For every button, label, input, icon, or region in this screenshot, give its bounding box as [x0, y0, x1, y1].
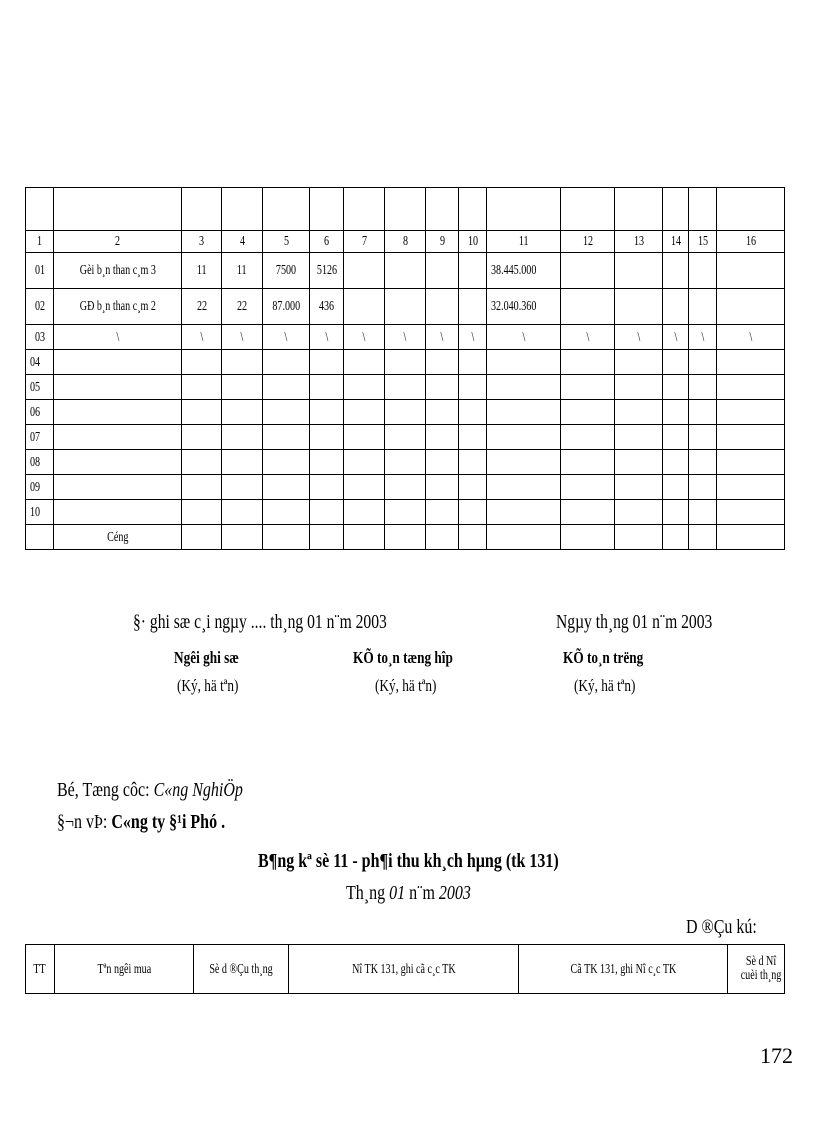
- row-stt: 08: [30, 454, 41, 470]
- row-stt: 01: [34, 263, 45, 278]
- slash-mark: \: [471, 329, 474, 345]
- row-stt: 06: [30, 404, 41, 420]
- row-stt: 05: [30, 379, 41, 395]
- col-num: 15: [689, 231, 717, 253]
- slash-mark: \: [440, 329, 444, 345]
- col-num: 14: [663, 231, 689, 253]
- row-stt: 04: [30, 354, 41, 370]
- report-title: B¶ng kª sè 11 - ph¶i thu kh¸ch hµng (tk 131): [258, 850, 559, 872]
- receivables-table: [25, 944, 785, 994]
- header-buyer-name: Tªn ngêi mua: [97, 961, 151, 977]
- row-c4: 22: [236, 299, 248, 314]
- col-num: 4: [222, 231, 263, 253]
- slash-mark: \: [674, 329, 677, 345]
- table-row: [26, 325, 785, 350]
- ledger-table: [25, 187, 785, 550]
- ministry-line: Bé, Tæng côc: C«ng NghiÖp: [57, 779, 243, 801]
- row-c5: 7500: [275, 263, 297, 278]
- slash-mark: \: [240, 329, 244, 345]
- total-row: [26, 525, 785, 550]
- row-name: GÐ b¸n than c¸m 2: [79, 299, 156, 314]
- col-num: 2: [54, 231, 182, 253]
- slash-mark: \: [749, 329, 752, 345]
- table-row: [26, 375, 785, 400]
- col-num: 10: [459, 231, 487, 253]
- header-tt: TT: [33, 961, 47, 977]
- slash-mark: \: [116, 329, 119, 345]
- table-row: [26, 400, 785, 425]
- col-num: 13: [615, 231, 663, 253]
- row-stt: 03: [34, 329, 45, 345]
- slash-mark: \: [362, 329, 366, 345]
- row-c6: 5126: [316, 263, 337, 278]
- row-c3: 22: [196, 299, 207, 314]
- col-num: 8: [385, 231, 426, 253]
- header-debit: Nî TK 131, ghi cã c¸c TK: [351, 961, 456, 977]
- slash-mark: \: [701, 329, 704, 345]
- table-header-row: [26, 945, 785, 994]
- row-c11: 38.445.000: [491, 263, 537, 278]
- signer-note: (Ký, hä tªn): [574, 676, 636, 695]
- col-num: 11: [487, 231, 561, 253]
- header-closing-balance: Sè d Nî cuèi th¸ng: [740, 954, 782, 983]
- table-row: [26, 475, 785, 500]
- right-date-line: Ngµy th¸ng 01 n¨m 2003: [556, 611, 713, 633]
- slash-mark: \: [200, 329, 203, 345]
- col-num: 7: [344, 231, 385, 253]
- row-c11: 32.040.360: [491, 299, 537, 314]
- opening-balance-label: D ®Çu kú:: [686, 916, 757, 938]
- slash-mark: \: [403, 329, 407, 345]
- slash-mark: \: [325, 329, 328, 345]
- row-c5: 87.000: [272, 299, 300, 314]
- slash-mark: \: [522, 329, 525, 345]
- row-stt: 02: [34, 299, 45, 314]
- header-opening-balance: Sè d ®Çu th¸ng: [209, 961, 273, 977]
- header-credit: Cã TK 131, ghi Nî c¸c TK: [570, 961, 676, 977]
- row-c6: 436: [318, 299, 335, 314]
- row-stt: 07: [30, 429, 41, 445]
- col-num: 3: [182, 231, 222, 253]
- table-row: [26, 350, 785, 375]
- col-num: 12: [561, 231, 615, 253]
- table-row: [26, 253, 785, 289]
- slash-mark: \: [284, 329, 288, 345]
- row-c3: 11: [196, 263, 207, 278]
- col-num: 1: [26, 231, 54, 253]
- col-num: 6: [310, 231, 344, 253]
- signer-note: (Ký, hä tªn): [375, 676, 437, 695]
- signer-note: (Ký, hä tªn): [177, 676, 239, 695]
- unit-line: §¬n vÞ: C«ng ty §¹i Phó .: [57, 811, 226, 833]
- total-label: Céng: [106, 529, 129, 545]
- signer-title-bookkeeper: Ngêi ghi sæ: [174, 648, 239, 667]
- col-num: 16: [717, 231, 785, 253]
- left-date-line: §· ghi sæ c¸i ngµy .... th¸ng 01 n¨m 2003: [133, 611, 387, 633]
- table-row: [26, 425, 785, 450]
- row-c4: 11: [237, 263, 247, 278]
- signer-title-general-accountant: KÕ to¸n tæng hîp: [353, 648, 453, 667]
- table-row: [26, 450, 785, 475]
- column-number-row: [26, 231, 785, 253]
- row-stt: 09: [30, 479, 41, 495]
- page-number: 172: [760, 1043, 793, 1068]
- slash-mark: \: [637, 329, 640, 345]
- report-month: Th¸ng 01 n¨m 2003: [346, 882, 471, 904]
- col-num: 5: [263, 231, 310, 253]
- col-num: 9: [426, 231, 459, 253]
- row-name: Gèi b¸n than c¸m 3: [79, 263, 156, 278]
- slash-mark: \: [586, 329, 589, 345]
- signer-title-chief-accountant: KÕ to¸n trëng: [563, 648, 644, 667]
- row-stt: 10: [30, 504, 41, 520]
- table-row: [26, 500, 785, 525]
- table-row: [26, 289, 785, 325]
- table-header-row: [26, 188, 785, 231]
